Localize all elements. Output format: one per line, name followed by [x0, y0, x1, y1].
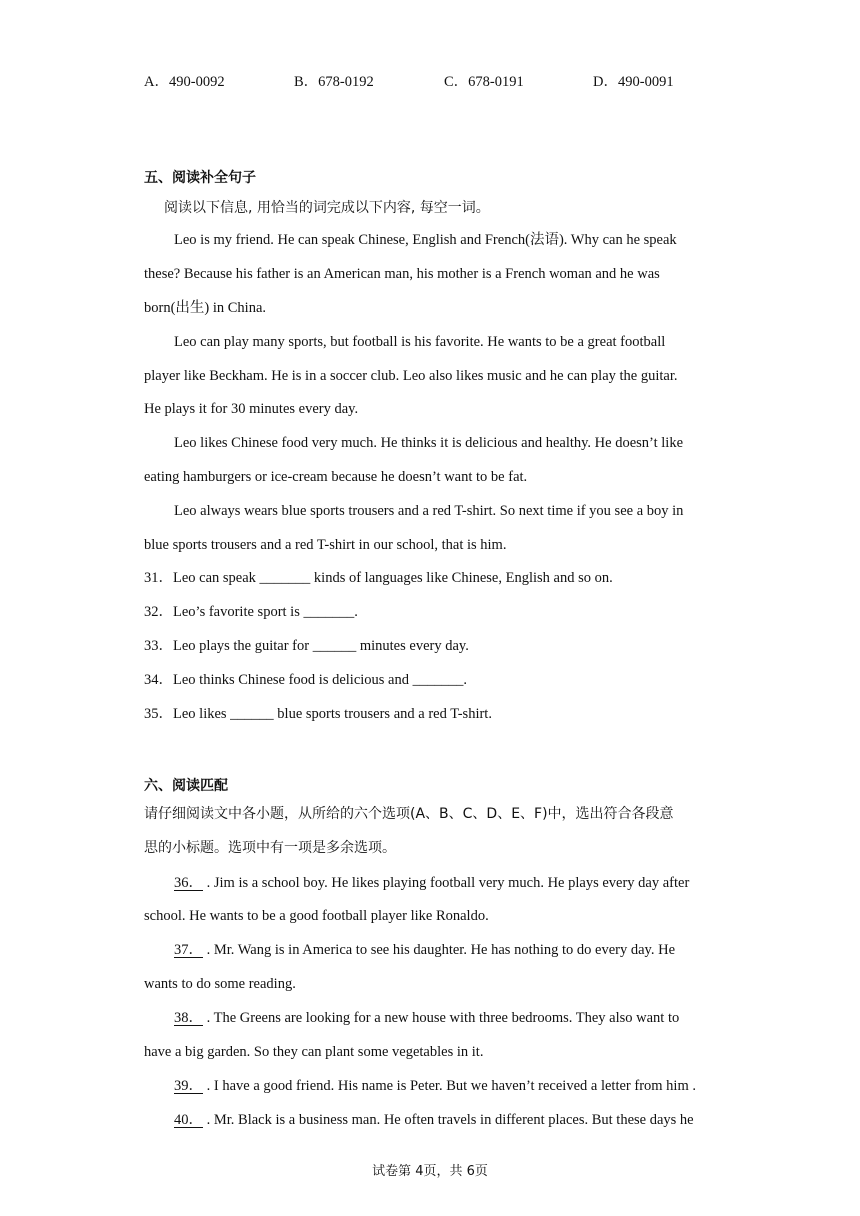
option-text: 678-0192 [318, 74, 374, 90]
match-item-40 [174, 1110, 694, 1130]
question-34: 34．Leo thinks Chinese food is delicious and _______. [144, 672, 467, 688]
option-text: 490-0092 [168, 74, 225, 90]
item-number: 39． [174, 1078, 203, 1094]
option-letter: C． [444, 74, 469, 90]
section5-title: 五、阅读补全句子 [144, 170, 256, 186]
option-text: 490-0091 [617, 74, 674, 90]
match-item-36-cont: school. He wants to be a good football player like Ronaldo. [144, 908, 489, 924]
question-33: 33．Leo plays the guitar for ______ minutes every day. [144, 638, 469, 654]
answer-options-row [144, 72, 764, 92]
option-text: 678-0191 [468, 74, 524, 90]
passage-line: Leo always wears blue sports trousers and a red T-shirt. So next time if you see a boy in [174, 503, 684, 519]
match-item-38-cont: have a big garden. So they can plant some vegetables in it. [144, 1044, 484, 1060]
item-text: . Jim is a school boy. He likes playing football very much. He plays every day after [203, 875, 690, 891]
match-item-36 [174, 873, 689, 893]
passage-line: these? Because his father is an American man, his mother is a French woman and he was [144, 266, 660, 282]
item-text: . Mr. Black is a business man. He often travels in different places. But these days he [203, 1112, 694, 1128]
section6-title: 六、阅读匹配 [144, 778, 228, 794]
passage-line: blue sports trousers and a red T-shirt in our school, that is him. [144, 537, 507, 553]
option-letter: A． [144, 74, 169, 90]
item-text: . I have a good friend. His name is Peter. But we haven’t received a letter from him . [203, 1078, 696, 1094]
option-d [593, 72, 674, 92]
item-number: 38． [174, 1010, 203, 1026]
match-item-37 [174, 940, 675, 960]
passage-line: eating hamburgers or ice-cream because he doesn’t want to be fat. [144, 469, 528, 485]
passage-line: Leo is my friend. He can speak Chinese, English and French(法语). Why can he speak [174, 232, 677, 248]
passage-line: Leo likes Chinese food very much. He thinks it is delicious and healthy. He doesn’t like [174, 435, 684, 451]
item-text: . The Greens are looking for a new house with three bedrooms. They also want to [203, 1010, 680, 1026]
item-number: 36． [174, 875, 203, 891]
match-item-37-cont: wants to do some reading. [144, 976, 296, 992]
match-item-39 [174, 1076, 696, 1096]
passage-line: born(出生) in China. [144, 300, 267, 316]
option-letter: D． [593, 74, 618, 90]
item-number: 40． [174, 1112, 203, 1128]
section5-instruction: 阅读以下信息, 用恰当的词完成以下内容, 每空一词。 [164, 200, 490, 216]
question-32: 32．Leo’s favorite sport is _______. [144, 604, 358, 620]
option-a [144, 72, 225, 92]
passage-line: He plays it for 30 minutes every day. [144, 401, 359, 417]
item-text: . Mr. Wang is in America to see his daughter. He has nothing to do every day. He [203, 942, 676, 958]
question-31: 31．Leo can speak _______ kinds of languages like Chinese, English and so on. [144, 570, 613, 586]
page-footer: 试卷第 4页，共 6页 [372, 1164, 488, 1179]
match-item-38 [174, 1008, 679, 1028]
section6-instruction-line: 思的小标题。选项中有一项是多余选项。 [144, 840, 396, 856]
option-b [294, 72, 374, 92]
question-35: 35．Leo likes ______ blue sports trousers and a red T-shirt. [144, 706, 492, 722]
option-c [444, 72, 524, 92]
passage-line: player like Beckham. He is in a soccer club. Leo also likes music and he can play the guitar. [144, 368, 678, 384]
section6-instruction-line: 请仔细阅读文中各小题，从所给的六个选项(A、B、C、D、E、F)中，选出符合各段意 [144, 806, 674, 822]
option-letter: B． [294, 74, 319, 90]
item-number: 37． [174, 942, 203, 958]
passage-line: Leo can play many sports, but football is his favorite. He wants to be a great football [174, 334, 666, 350]
